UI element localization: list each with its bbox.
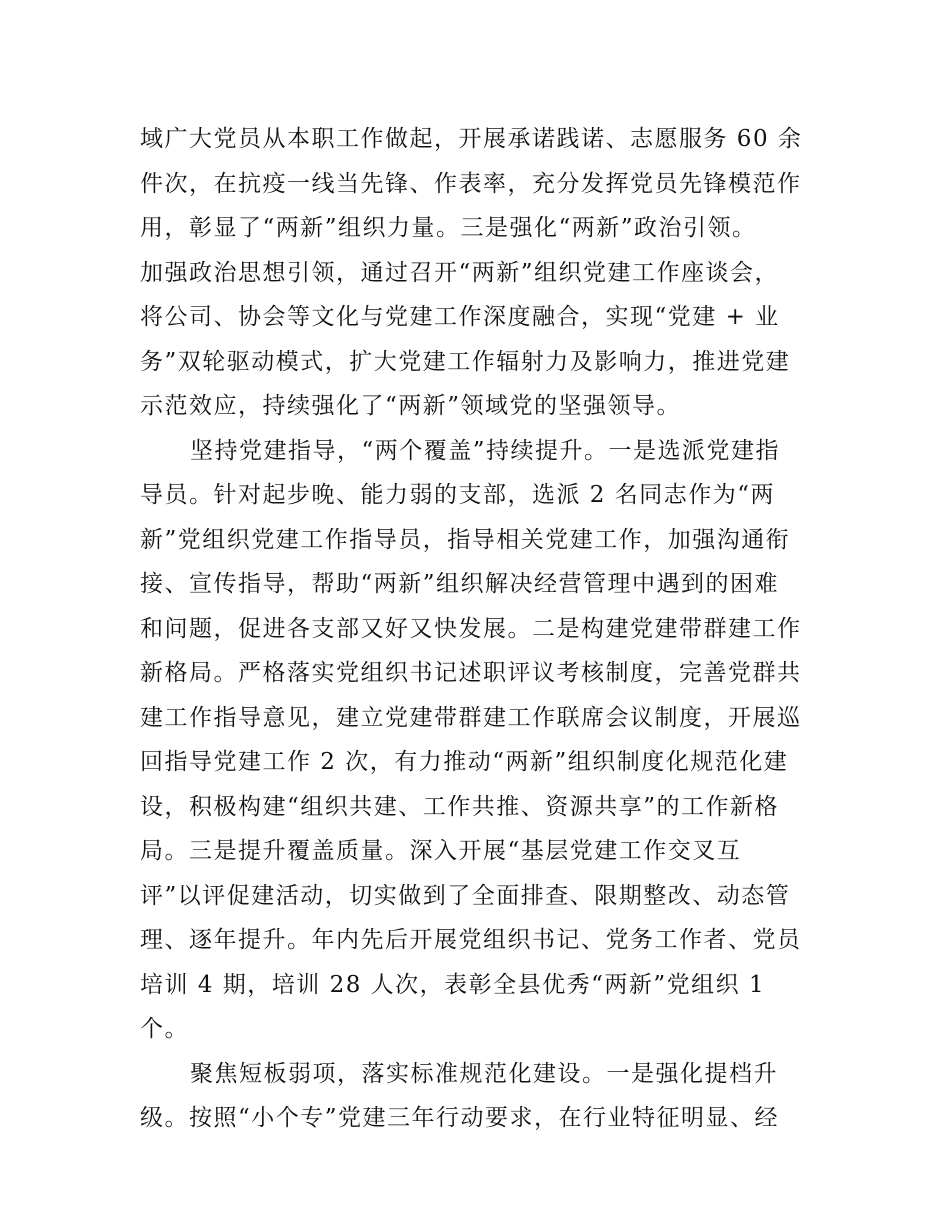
- document-body: [140, 117, 820, 1141]
- paragraph-start-line: 坚持党建指导，“两个覆盖”持续提升。一是选派党建指: [190, 437, 781, 464]
- text-line: 和问题，促进各支部又好又快发展。二是构建党建带群建工作: [140, 615, 802, 642]
- text-line: 评”以评促建活动，切实做到了全面排查、限期整改、动态管: [140, 882, 791, 909]
- text-line: 新格局。严格落实党组织书记述职评议考核制度，完善党群共: [140, 660, 802, 686]
- text-line: 接、宣传指导，帮助“两新”组织解决经营管理中遇到的困难: [140, 571, 780, 597]
- text-line: 域广大党员从本职工作做起，开展承诺践诺、志愿服务 60 余: [140, 126, 803, 152]
- text-line: 理、逐年提升。年内先后开展党组织书记、党务工作者、党员: [140, 927, 802, 953]
- text-line: 建工作指导意见，建立党建带群建工作联席会议制度，开展巡: [140, 704, 802, 731]
- text-line: 培训 4 期，培训 28 人次，表彰全县优秀“两新”党组织 1: [140, 971, 766, 998]
- text-line: 设，积极构建“组织共建、工作共推、资源共享”的工作新格: [140, 793, 780, 820]
- text-line: 用，彰显了“两新”组织力量。三是强化“两新”政治引领。: [140, 215, 757, 241]
- text-line: 加强政治思想引领，通过召开“两新”组织党建工作座谈会，: [140, 259, 780, 286]
- text-line: 级。按照“小个专”党建三年行动要求，在行业特征明显、经: [140, 1105, 780, 1131]
- text-line: 新”党组织党建工作指导员，指导相关党建工作，加强沟通衔: [140, 526, 791, 553]
- text-line: 回指导党建工作 2 次，有力推动“两新”组织制度化规范化建: [140, 749, 789, 775]
- text-line: 导员。针对起步晚、能力弱的支部，选派 2 名同志作为“两: [140, 482, 776, 508]
- text-line: 局。三是提升覆盖质量。深入开展“基层党建工作交叉互: [140, 838, 742, 864]
- text-line: 件次，在抗疫一线当先锋、作表率，充分发挥党员先锋模范作: [140, 170, 802, 197]
- text-line: 个。: [140, 1016, 189, 1042]
- text-line: 务”双轮驱动模式，扩大党建工作辐射力及影响力，推进党建: [140, 348, 791, 375]
- paragraph-start-line: 聚焦短板弱项，落实标准规范化建设。一是强化提档升: [190, 1060, 778, 1087]
- text-line: 将公司、协会等文化与党建工作深度融合，实现“党建 + 业: [140, 304, 780, 330]
- text-line: 示范效应，持续强化了“两新”领域党的坚强领导。: [140, 393, 682, 419]
